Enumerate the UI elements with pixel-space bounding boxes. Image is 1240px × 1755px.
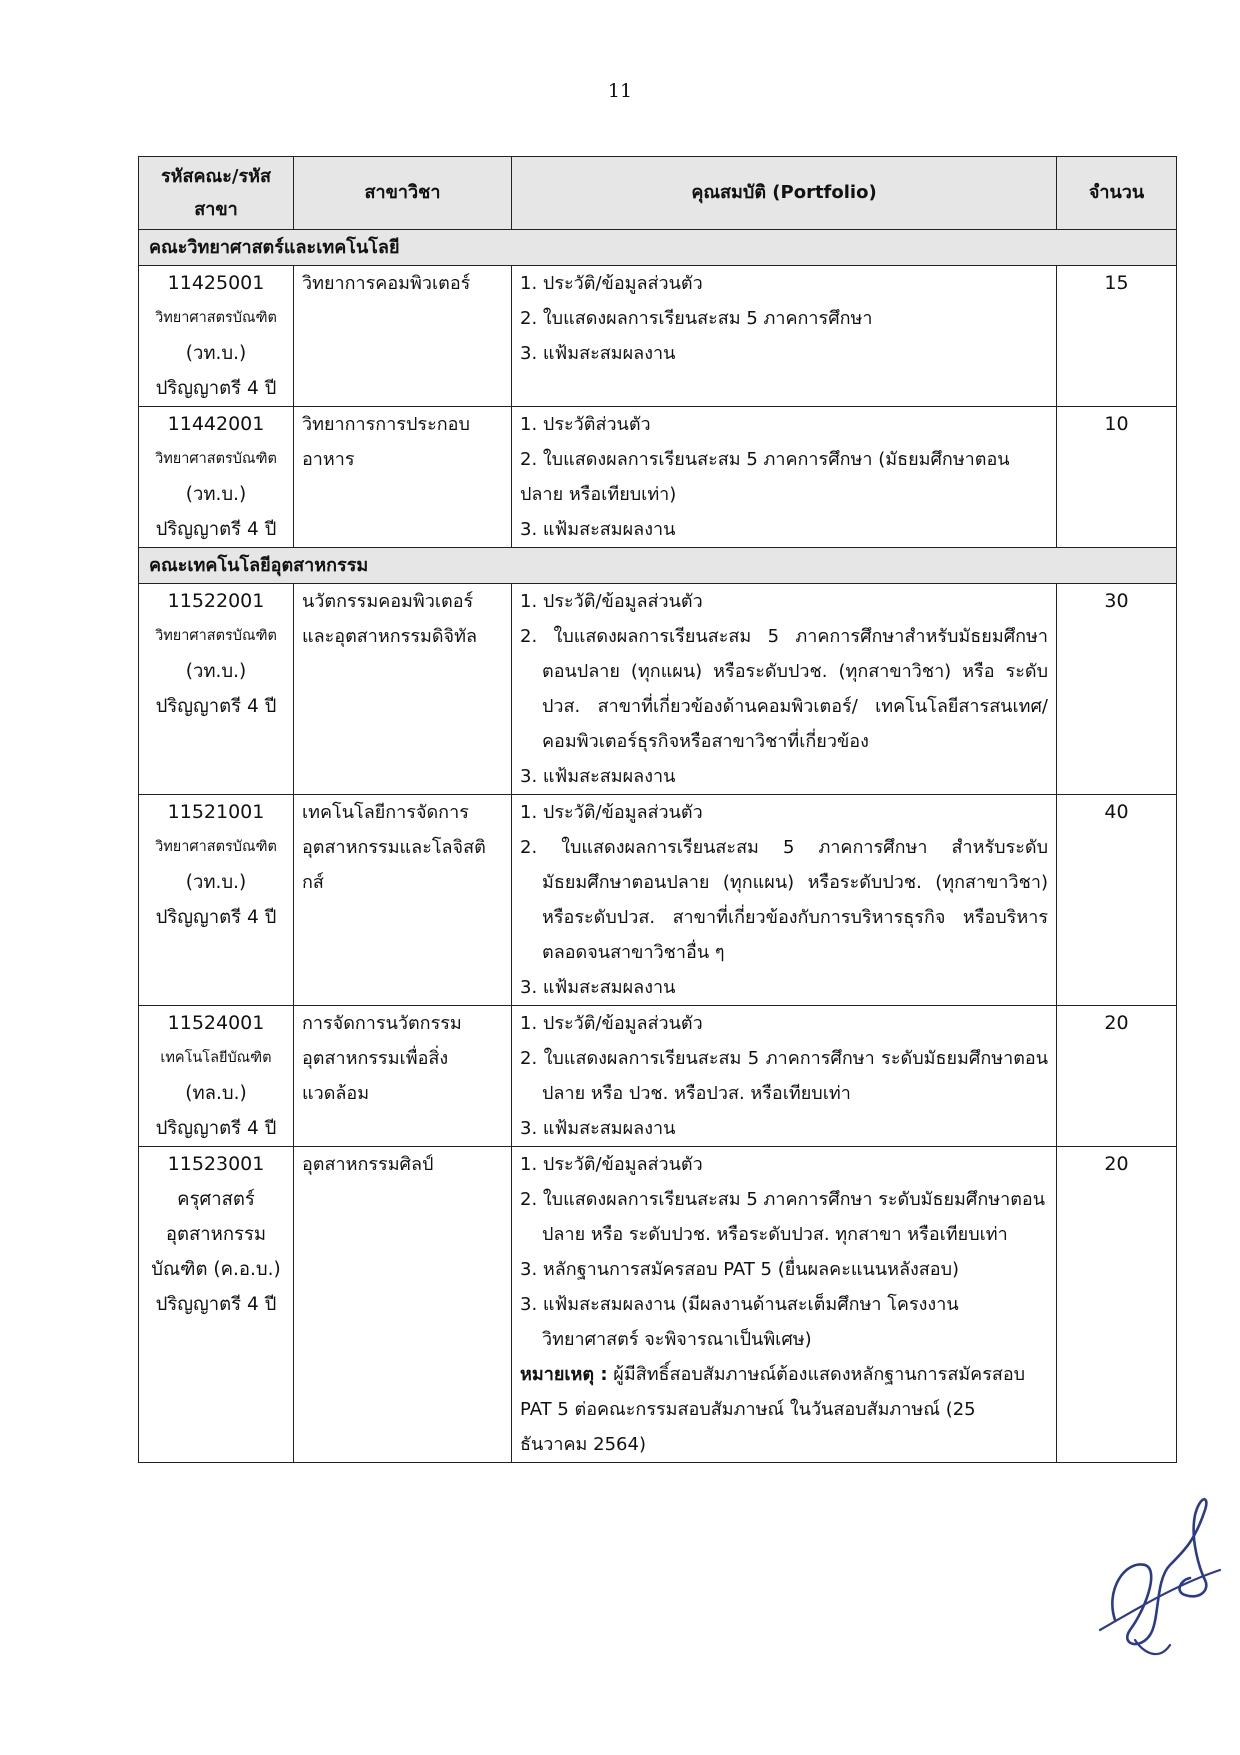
faculty-row	[139, 548, 1177, 584]
degree-abbr: (ทล.บ.)	[185, 1083, 247, 1104]
table-row	[139, 1006, 1177, 1147]
qualification-item: 3. แฟ้มสะสมผลงาน	[520, 1118, 676, 1139]
qualification-cell	[512, 795, 1057, 1006]
major-name: อุตสาหกรรมศิลป์	[294, 1147, 512, 1463]
degree-years: ปริญญาตรี 4 ปี	[155, 696, 277, 717]
faculty-name: คณะเทคโนโลยีอุตสาหกรรม	[139, 548, 1177, 584]
program-code-cell	[139, 1006, 294, 1147]
qualification-item: 2. ใบแสดงผลการเรียนสะสม 5 ภาคการศึกษา ระดับมัธยมศึกษาตอนปลาย หรือ ปวช. หรือปวส. หรือเทียบเท่า	[520, 1048, 1048, 1104]
degree-abbr: (วท.บ.)	[185, 661, 247, 682]
seat-count: 20	[1057, 1147, 1177, 1463]
degree-name: อุตสาหกรรม	[165, 1224, 267, 1245]
remark-label: หมายเหตุ :	[520, 1364, 608, 1385]
major-name: วิทยาการคอมพิวเตอร์	[294, 266, 512, 407]
table-row	[139, 795, 1177, 1006]
seat-count: 10	[1057, 407, 1177, 548]
qualification-item: 2. ใบแสดงผลการเรียนสะสม 5 ภาคการศึกษา	[520, 308, 873, 329]
qualification-item: 1. ประวัติ/ข้อมูลส่วนตัว	[520, 1013, 703, 1034]
table-row	[139, 584, 1177, 795]
faculty-name: คณะวิทยาศาสตร์และเทคโนโลยี	[139, 230, 1177, 266]
program-code: 11523001	[167, 1153, 265, 1175]
degree-abbr: (วท.บ.)	[185, 343, 247, 364]
program-code-cell	[139, 1147, 294, 1463]
header-code: รหัสคณะ/รหัส สาขา	[139, 157, 294, 230]
degree-years: ปริญญาตรี 4 ปี	[155, 1294, 277, 1315]
qualification-item: 1. ประวัติส่วนตัว	[520, 414, 651, 435]
degree-years: ปริญญาตรี 4 ปี	[155, 519, 277, 540]
program-code-cell	[139, 584, 294, 795]
qualification-item: 1. ประวัติ/ข้อมูลส่วนตัว	[520, 273, 703, 294]
program-code-cell	[139, 407, 294, 548]
degree-name: เทคโนโลยีบัณฑิต	[160, 1050, 272, 1066]
table-row	[139, 266, 1177, 407]
seat-count: 20	[1057, 1006, 1177, 1147]
degree-name: ครุศาสตร์	[177, 1189, 255, 1210]
degree-abbr: (วท.บ.)	[185, 872, 247, 893]
header-major: สาขาวิชา	[294, 157, 512, 230]
program-code-cell	[139, 266, 294, 407]
qualification-item: 3. แฟ้มสะสมผลงาน	[520, 343, 676, 364]
degree-name: วิทยาศาสตรบัณฑิต	[155, 839, 277, 855]
qualification-cell	[512, 407, 1057, 548]
qualification-item: 2. ใบแสดงผลการเรียนสะสม 5 ภาคการศึกษา (มัธยมศึกษาตอนปลาย หรือเทียบเท่า)	[520, 449, 1010, 505]
qualification-item: 3. แฟ้มสะสมผลงาน	[520, 977, 676, 998]
qualification-item: 1. ประวัติ/ข้อมูลส่วนตัว	[520, 1154, 703, 1175]
table-row	[139, 1147, 1177, 1463]
qualification-item: 3. แฟ้มสะสมผลงาน (มีผลงานด้านสะเต็มศึกษา โครงงานวิทยาศาสตร์ จะพิจารณาเป็นพิเศษ)	[520, 1294, 959, 1350]
program-code: 11442001	[167, 413, 265, 435]
degree-years: ปริญญาตรี 4 ปี	[155, 907, 277, 928]
qualification-cell	[512, 1147, 1057, 1463]
remark-text: ผู้มีสิทธิ์สอบสัมภาษณ์ต้องแสดงหลักฐานการสมัครสอบ PAT 5 ต่อคณะกรรมสอบสัมภาษณ์ ในวันสอบสัมภาษณ์ (25 ธันวาคม 2564)	[520, 1364, 1026, 1455]
remark	[520, 1357, 1048, 1462]
qualification-item: 3. แฟ้มสะสมผลงาน	[520, 766, 676, 787]
qualification-cell	[512, 1006, 1057, 1147]
degree-abbr: บัณฑิต (ค.อ.บ.)	[151, 1259, 281, 1280]
program-code: 11521001	[167, 801, 265, 823]
header-qualification: คุณสมบัติ (Portfolio)	[512, 157, 1057, 230]
seat-count: 30	[1057, 584, 1177, 795]
qualification-item: 2. ใบแสดงผลการเรียนสะสม 5 ภาคการศึกษา สำหรับระดับมัธยมศึกษาตอนปลาย (ทุกแผน) หรือระดับปวช. (ทุกสาขาวิชา) หรือระดับปวส. สาขาที่เกี่ยวข้องกับการบริหารธุรกิจ หรือบริหารตลอดจนสาขาวิชาอื่น ๆ	[520, 837, 1048, 963]
qualification-item: 1. ประวัติ/ข้อมูลส่วนตัว	[520, 802, 703, 823]
seat-count: 15	[1057, 266, 1177, 407]
table-row	[139, 407, 1177, 548]
header-count: จำนวน	[1057, 157, 1177, 230]
qualification-item: 1. ประวัติ/ข้อมูลส่วนตัว	[520, 591, 703, 612]
admission-table	[138, 156, 1177, 1463]
degree-name: วิทยาศาสตรบัณฑิต	[155, 451, 277, 467]
program-code: 11425001	[167, 272, 265, 294]
major-name: นวัตกรรมคอมพิวเตอร์และอุตสาหกรรมดิจิทัล	[294, 584, 512, 795]
major-name: เทคโนโลยีการจัดการอุตสาหกรรมและโลจิสติกส์	[294, 795, 512, 1006]
degree-name: วิทยาศาสตรบัณฑิต	[155, 310, 277, 326]
qualification-item: 3. หลักฐานการสมัครสอบ PAT 5 (ยื่นผลคะแนนหลังสอบ)	[520, 1259, 960, 1280]
qualification-item: 2. ใบแสดงผลการเรียนสะสม 5 ภาคการศึกษาสำหรับมัธยมศึกษาตอนปลาย (ทุกแผน) หรือระดับปวช. (ทุกสาขาวิชา) หรือ ระดับปวส. สาขาที่เกี่ยวข้องด้านคอมพิวเตอร์/ เทคโนโลยีสารสนเทศ/คอมพิวเตอร์ธุรกิจหรือสาขาวิชาที่เกี่ยวข้อง	[520, 626, 1048, 752]
page-number: 11	[607, 80, 633, 102]
qualification-item: 2. ใบแสดงผลการเรียนสะสม 5 ภาคการศึกษา ระดับมัธยมศึกษาตอนปลาย หรือ ระดับปวช. หรือระดับปวส. ทุกสาขา หรือเทียบเท่า	[520, 1189, 1046, 1245]
signature	[1085, 1470, 1225, 1670]
degree-years: ปริญญาตรี 4 ปี	[155, 378, 277, 399]
seat-count: 40	[1057, 795, 1177, 1006]
program-code: 11522001	[167, 590, 265, 612]
table-header-row	[139, 157, 1177, 230]
degree-name: วิทยาศาสตรบัณฑิต	[155, 628, 277, 644]
qualification-cell	[512, 584, 1057, 795]
qualification-cell	[512, 266, 1057, 407]
major-name: วิทยาการการประกอบอาหาร	[294, 407, 512, 548]
qualification-item: 3. แฟ้มสะสมผลงาน	[520, 519, 676, 540]
program-code: 11524001	[167, 1012, 265, 1034]
degree-abbr: (วท.บ.)	[185, 484, 247, 505]
program-code-cell	[139, 795, 294, 1006]
degree-years: ปริญญาตรี 4 ปี	[155, 1118, 277, 1139]
faculty-row	[139, 230, 1177, 266]
major-name: การจัดการนวัตกรรมอุตสาหกรรมเพื่อสิ่งแวดล้อม	[294, 1006, 512, 1147]
